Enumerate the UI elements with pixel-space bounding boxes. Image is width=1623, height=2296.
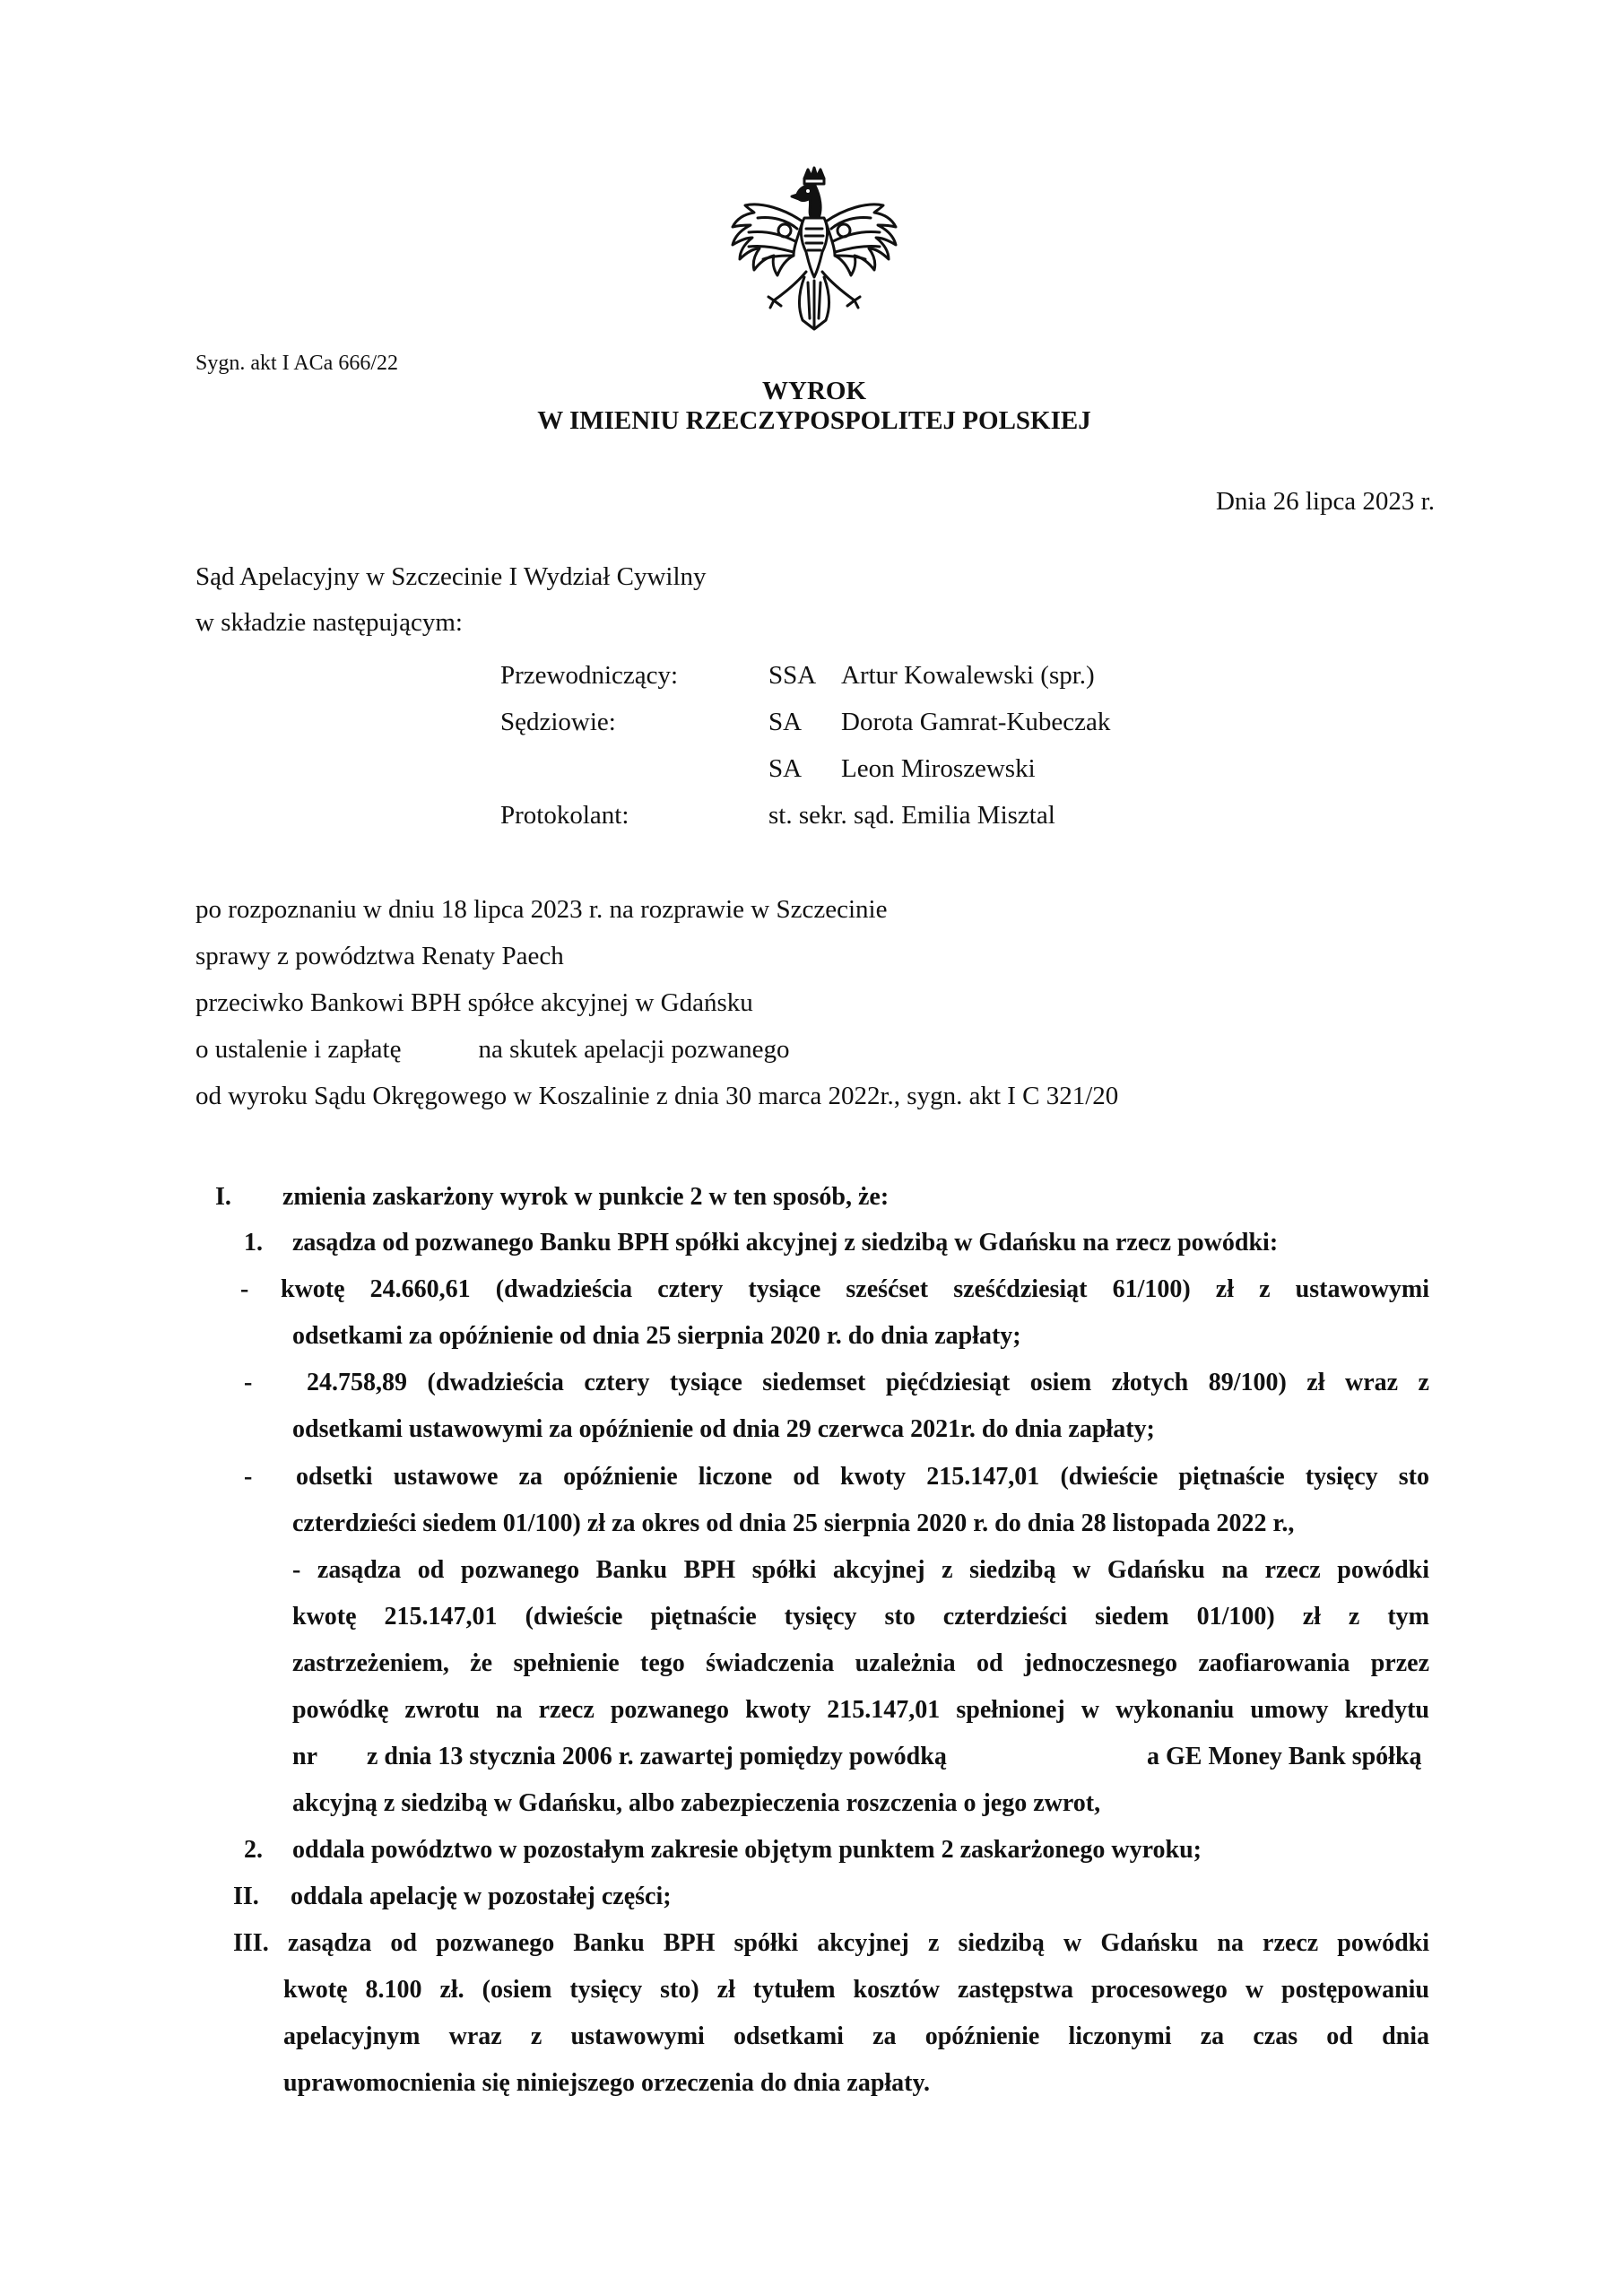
panel-name: Artur Kowalewski (spr.) <box>841 661 1095 690</box>
intro-plaintiff: sprawy z powództwa Renaty Paech <box>195 942 564 970</box>
panel-role: Protokolant: <box>500 801 629 830</box>
point-marker: I. <box>215 1183 231 1211</box>
continuation-line: zastrzeżeniem, że spełnienie tego świadczenia uzależnia od jednoczesnego zaofiarowania przez <box>292 1649 1429 1677</box>
intro-defendant: przeciwko Bankowi BPH spółce akcyjnej w Gdańsku <box>195 988 753 1017</box>
subpoint-text: zasądza od pozwanego Banku BPH spółki akcyjnej z siedzibą w Gdańsku na rzecz powódki: <box>292 1229 1279 1257</box>
subpoint-text: oddala powództwo w pozostałym zakresie objętym punktem 2 zaskarżonego wyroku; <box>292 1836 1202 1864</box>
composition-label: w składzie następującym: <box>195 608 463 637</box>
point-text: zasądza od pozwanego Banku BPH spółki akcyjnej z siedzibą w Gdańsku na rzecz powódki <box>288 1929 1429 1957</box>
point-text: oddala apelację w pozostałej części; <box>291 1883 672 1910</box>
intro-appeal-text: na skutek apelacji pozwanego <box>478 1035 790 1064</box>
continuation-line: kwotę 215.147,01 (dwieście piętnaście tysięcy sto czterdzieści siedem 01/100) zł z tym <box>292 1603 1429 1631</box>
item-line: czterdzieści siedem 01/100) zł za okres od dnia 25 sierpnia 2020 r. do dnia 28 listopada 2022 r., <box>292 1509 1295 1537</box>
point-text: uprawomocnienia się niniejszego orzeczenia do dnia zapłaty. <box>283 2069 930 2097</box>
point-text: apelacyjnym wraz z ustawowymi odsetkami za opóźnienie liczonymi za czas od dnia <box>283 2022 1429 2050</box>
point-marker: II. <box>233 1883 259 1910</box>
judgment-date: Dnia 26 lipca 2023 r. <box>1215 487 1435 516</box>
intro-hearing: po rozpoznaniu w dniu 18 lipca 2023 r. na rozprawie w Szczecinie <box>195 895 888 924</box>
intro-subject <box>195 1037 790 1063</box>
item-line: 24.758,89 (dwadzieścia cztery tysiące siedemset pięćdziesiąt osiem złotych 89/100) zł wraz z <box>307 1369 1429 1396</box>
court-name: Sąd Apelacyjny w Szczecinie I Wydział Cywilny <box>195 562 707 591</box>
item-line: odsetkami za opóźnienie od dnia 25 sierpnia 2020 r. do dnia zapłaty; <box>292 1322 1021 1350</box>
item-line: kwotę 24.660,61 (dwadzieścia cztery tysiące sześćset sześćdziesiąt 61/100) zł z ustawowymi <box>281 1275 1429 1303</box>
panel-title: SSA <box>768 661 817 690</box>
document-title: WYROK <box>762 377 866 405</box>
item-line: odsetkami ustawowymi za opóźnienie od dnia 29 czerwca 2021r. do dnia zapłaty; <box>292 1415 1155 1443</box>
panel-title: SA <box>768 754 803 783</box>
continuation-line: a GE Money Bank spółką <box>1147 1743 1422 1770</box>
panel-role: Sędziowie: <box>500 708 616 736</box>
panel-name: Leon Miroszewski <box>841 754 1036 783</box>
intro-subject-text: o ustalenie i zapłatę <box>195 1035 402 1064</box>
dash-marker: - <box>240 1275 249 1303</box>
point-text: zmienia zaskarżony wyrok w punkcie 2 w ten sposób, że: <box>282 1183 890 1211</box>
point-text: kwotę 8.100 zł. (osiem tysięcy sto) zł tytułem kosztów zastępstwa procesowego w postępowaniu <box>283 1976 1429 2004</box>
panel-name: st. sekr. sąd. Emilia Misztal <box>768 801 1055 830</box>
panel-name: Dorota Gamrat-Kubeczak <box>841 708 1111 736</box>
panel-title: SA <box>768 708 803 736</box>
point-marker: III. <box>233 1929 269 1957</box>
dash-marker: - <box>244 1369 253 1396</box>
subpoint-marker: 2. <box>244 1836 263 1864</box>
case-number: Sygn. akt I ACa 666/22 <box>195 352 398 375</box>
dash-marker: - <box>244 1463 253 1491</box>
document-subtitle: W IMIENIU RZECZYPOSPOLITEJ POLSKIEJ <box>537 406 1091 435</box>
intro-lower-court: od wyroku Sądu Okręgowego w Koszalinie z dnia 30 marca 2022r., sygn. akt I C 321/20 <box>195 1082 1119 1110</box>
continuation-line: nr <box>292 1743 317 1770</box>
continuation-line: powódkę zwrotu na rzecz pozwanego kwoty 215.147,01 spełnionej w wykonaniu umowy kredytu <box>292 1696 1429 1724</box>
continuation-line: - zasądza od pozwanego Banku BPH spółki akcyjnej z siedzibą w Gdańsku na rzecz powódki <box>292 1556 1429 1584</box>
continuation-line: z dnia 13 stycznia 2006 r. zawartej pomiędzy powódką <box>367 1743 947 1770</box>
continuation-line: akcyjną z siedzibą w Gdańsku, albo zabezpieczenia roszczenia o jego zwrot, <box>292 1789 1101 1817</box>
subpoint-marker: 1. <box>244 1229 263 1257</box>
panel-role: Przewodniczący: <box>500 661 679 690</box>
polish-eagle-emblem-icon <box>722 166 906 350</box>
item-line: odsetki ustawowe za opóźnienie liczone od kwoty 215.147,01 (dwieście piętnaście tysięcy sto <box>296 1463 1429 1491</box>
